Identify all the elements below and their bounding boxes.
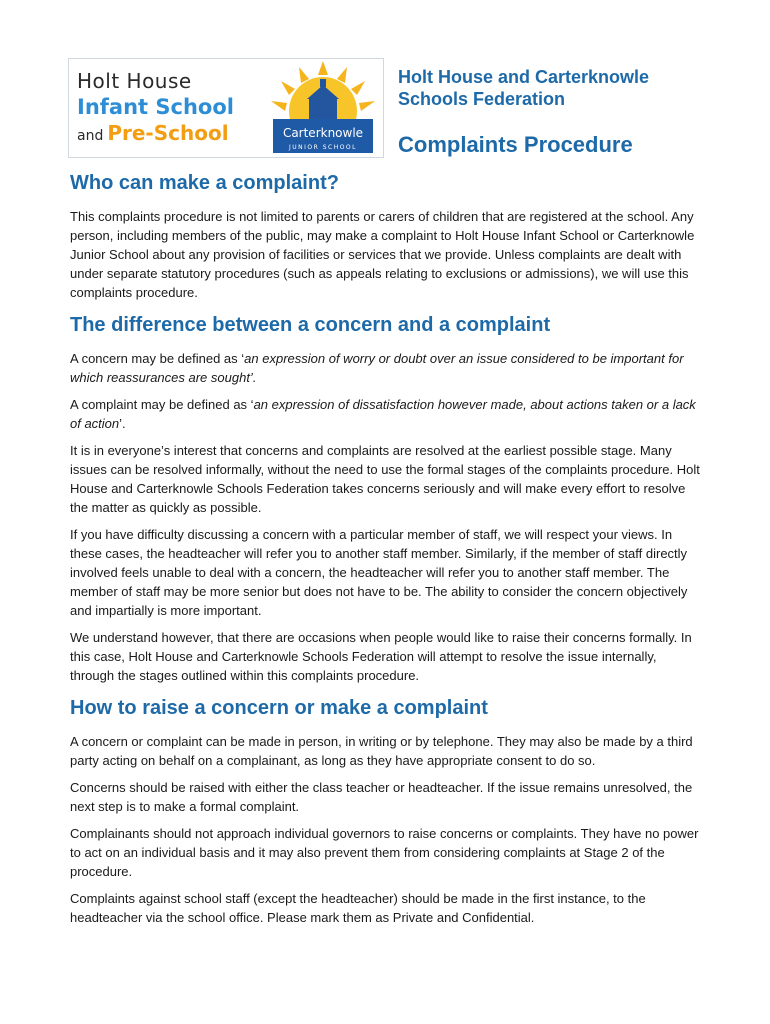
paragraph: We understand however, that there are occasions when people would like to raise their concerns formally. In this case, Holt House and Carterknowle Schools Federation will attempt to resolve the issue internally, through the stages outlined within this complaints procedure. — [70, 630, 692, 683]
logo-and: and — [77, 128, 104, 144]
document-body — [70, 172, 704, 939]
badge-name: Carterknowle — [282, 126, 364, 140]
paragraph: If you have difficulty discussing a concern with a particular member of staff, we will respect your views. In these cases, the headteacher will refer you to another staff member. Similarly, if the member of staff directly involved feels unable to deal with a concern, the headteacher will refer you to another staff member. The member of staff may be more senior but does not have to be. The ability to consider the concern objectively and impartially is more important. — [70, 527, 688, 618]
logo-line-3 — [77, 121, 234, 145]
italic-text: an expression of worry or doubt over an issue considered to be important for which reassurances are sought’. — [70, 351, 684, 385]
federation-name-line-2: Schools Federation — [398, 89, 566, 109]
section-how — [70, 697, 704, 927]
logo-school: School — [155, 95, 234, 119]
carterknowle-logo — [269, 61, 377, 155]
paragraph: Complainants should not approach individual governors to raise concerns or complaints. They have no power to act on an individual basis and it may also prevent them from considering complaints at Stage 2 of the procedure. — [70, 826, 699, 879]
document-header — [398, 66, 649, 158]
paragraph-concern-definition — [70, 349, 704, 387]
section-who — [70, 172, 704, 302]
logo-line-1: Holt House — [77, 69, 192, 93]
paragraph: It is in everyone’s interest that concerns and complaints are resolved at the earliest possible stage. Many issues can be resolved informally, without the need to use the formal stages of the complaints procedure. Holt House and Carterknowle Schools Federation takes concerns seriously and will make every effort to resolve the matter as quickly as possible. — [70, 443, 700, 515]
text: A complaint may be defined as ‘ — [70, 397, 254, 412]
section-heading: Who can make a complaint? — [70, 172, 339, 194]
logo-line-2 — [77, 95, 234, 119]
section-heading: The difference between a concern and a complaint — [70, 314, 551, 336]
section-difference — [70, 314, 704, 685]
logo-preschool: Pre-School — [107, 121, 229, 145]
italic-text: an expression of dissatisfaction however made, about actions taken or a lack of action — [70, 397, 696, 431]
paragraph: Concerns should be raised with either the class teacher or headteacher. If the issue remains unresolved, the next step is to make a formal complaint. — [70, 780, 693, 814]
school-logos — [68, 58, 384, 158]
paragraph: This complaints procedure is not limited to parents or carers of children that are registered at the school. Any person, including members of the public, may make a complaint to Holt House Infant School or Carterknowle Junior School about any provision of facilities or services that we provide. Unless complaints are dealt with under separate statutory procedures (such as appeals relating to exclusions or admissions), we will use this complaints procedure. — [70, 209, 695, 300]
paragraph-complaint-definition — [70, 395, 704, 433]
text: ’. — [119, 416, 126, 431]
paragraph: A concern or complaint can be made in person, in writing or by telephone. They may also be made by a third party acting on behalf on a complainant, as long as they have appropriate consent to do so. — [70, 734, 693, 768]
paragraph: Complaints against school staff (except the headteacher) should be made in the first instance, to the headteacher via the school office. Please mark them as Private and Confidential. — [70, 891, 646, 925]
holt-house-logo — [77, 69, 234, 145]
badge-sub: JUNIOR SCHOOL — [288, 144, 358, 151]
logo-infant: Infant — [77, 95, 149, 119]
federation-name-line-1: Holt House and Carterknowle — [398, 67, 650, 87]
section-heading: How to raise a concern or make a complaint — [70, 697, 488, 719]
document-title: Complaints Procedure — [398, 132, 633, 157]
text: A concern may be defined as ‘ — [70, 351, 245, 366]
